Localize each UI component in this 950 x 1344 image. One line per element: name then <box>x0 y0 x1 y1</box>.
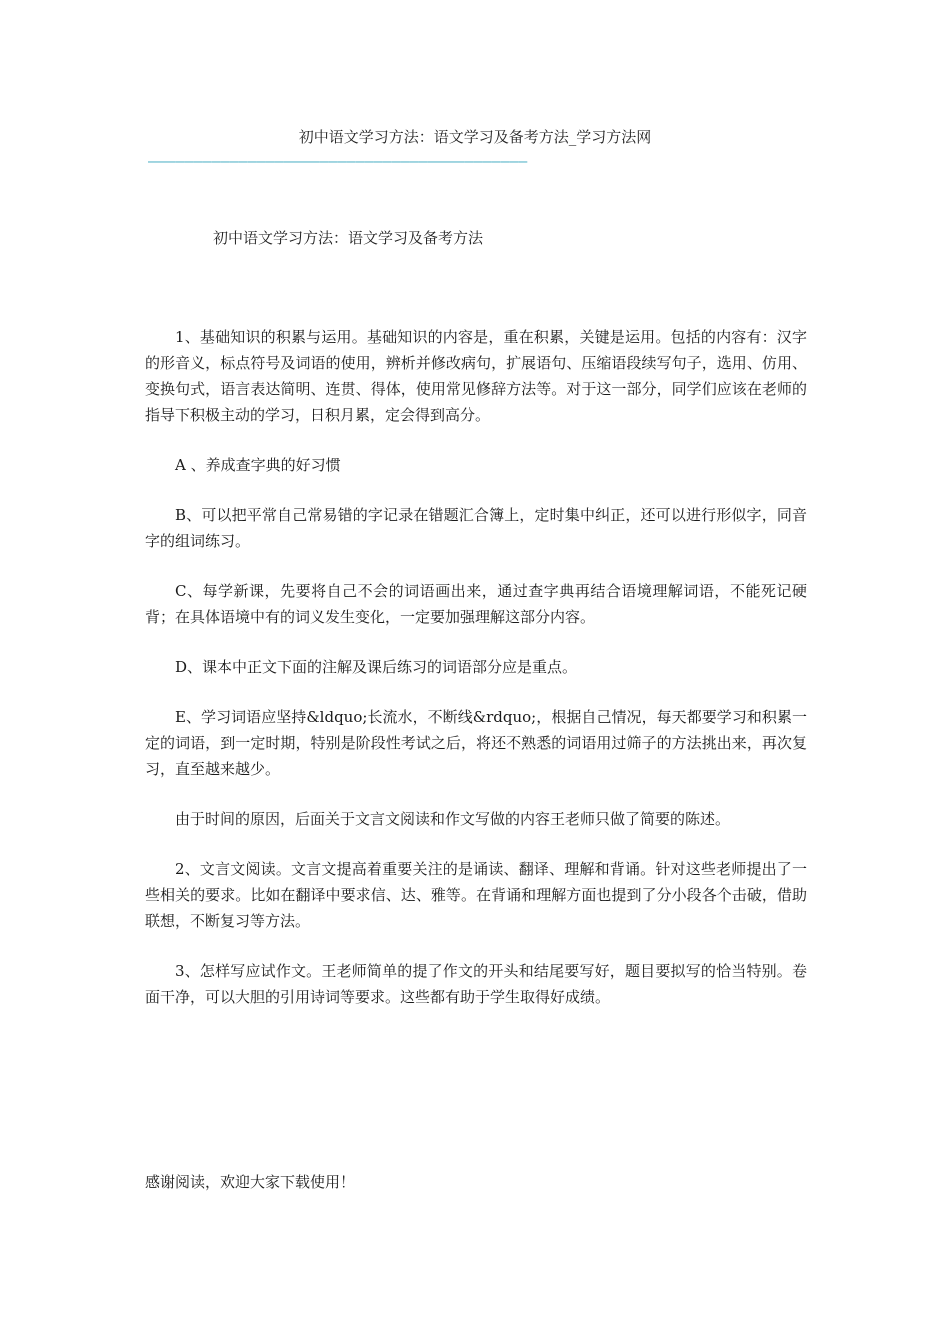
paragraph-tip-b: B、可以把平常自己常易错的字记录在错题汇合簿上，定时集中纠正，还可以进行形似字，同音字的组词练习。 <box>145 506 807 550</box>
paragraph-classical-reading: 2、文言文阅读。文言文提高着重要关注的是诵读、翻译、理解和背诵。针对这些老师提出了一些相关的要求。比如在翻译中要求信、达、雅等。在背诵和理解方面也提到了分小段各个击破，借助联想，不断复习等方法。 <box>145 860 807 930</box>
paragraph-tip-d: D、课本中正文下面的注解及课后练习的词语部分应是重点。 <box>175 658 578 676</box>
article-title: 初中语文学习方法：语文学习及备考方法 <box>213 229 484 247</box>
closing-note: 感谢阅读，欢迎大家下载使用！ <box>145 1173 356 1191</box>
paragraph-transition: 由于时间的原因，后面关于文言文阅读和作文写做的内容王老师只做了简要的陈述。 <box>175 810 731 828</box>
paragraph-tip-c: C、每学新课，先要将自己不会的词语画出来，通过查字典再结合语境理解词语，不能死记硬背；在具体语境中有的词义发生变化，一定要加强理解这部分内容。 <box>145 582 807 626</box>
paragraph-tip-a: A 、养成查字典的好习惯 <box>175 456 341 474</box>
header-divider: —————————————————————————————————————————— <box>148 153 528 169</box>
paragraph-basic-knowledge: 1、基础知识的积累与运用。基础知识的内容是，重在积累，关键是运用。包括的内容有：汉字的形音义，标点符号及词语的使用，辨析并修改病句，扩展语句、压缩语段续写句子，选用、仿用、变换句式，语言表达简明、连贯、得体，使用常见修辞方法等。对于这一部分，同学们应该在老师的指导下积极主动的学习，日积月累，定会得到高分。 <box>145 328 807 424</box>
document-header-title: 初中语文学习方法：语文学习及备考方法_学习方法网 <box>298 128 652 146</box>
paragraph-tip-e: E、学习词语应坚持&ldquo;长流水，不断线&rdquo;，根据自己情况，每天都要学习和积累一定的词语，到一定时期，特别是阶段性考试之后，将还不熟悉的词语用过筛子的方法挑出来，再次复习，直至越来越少。 <box>145 708 807 778</box>
article-body <box>145 324 807 1034</box>
paragraph-exam-essay: 3、怎样写应试作文。王老师简单的提了作文的开头和结尾要写好，题目要拟写的恰当特别。卷面干净，可以大胆的引用诗词等要求。这些都有助于学生取得好成绩。 <box>145 962 807 1006</box>
